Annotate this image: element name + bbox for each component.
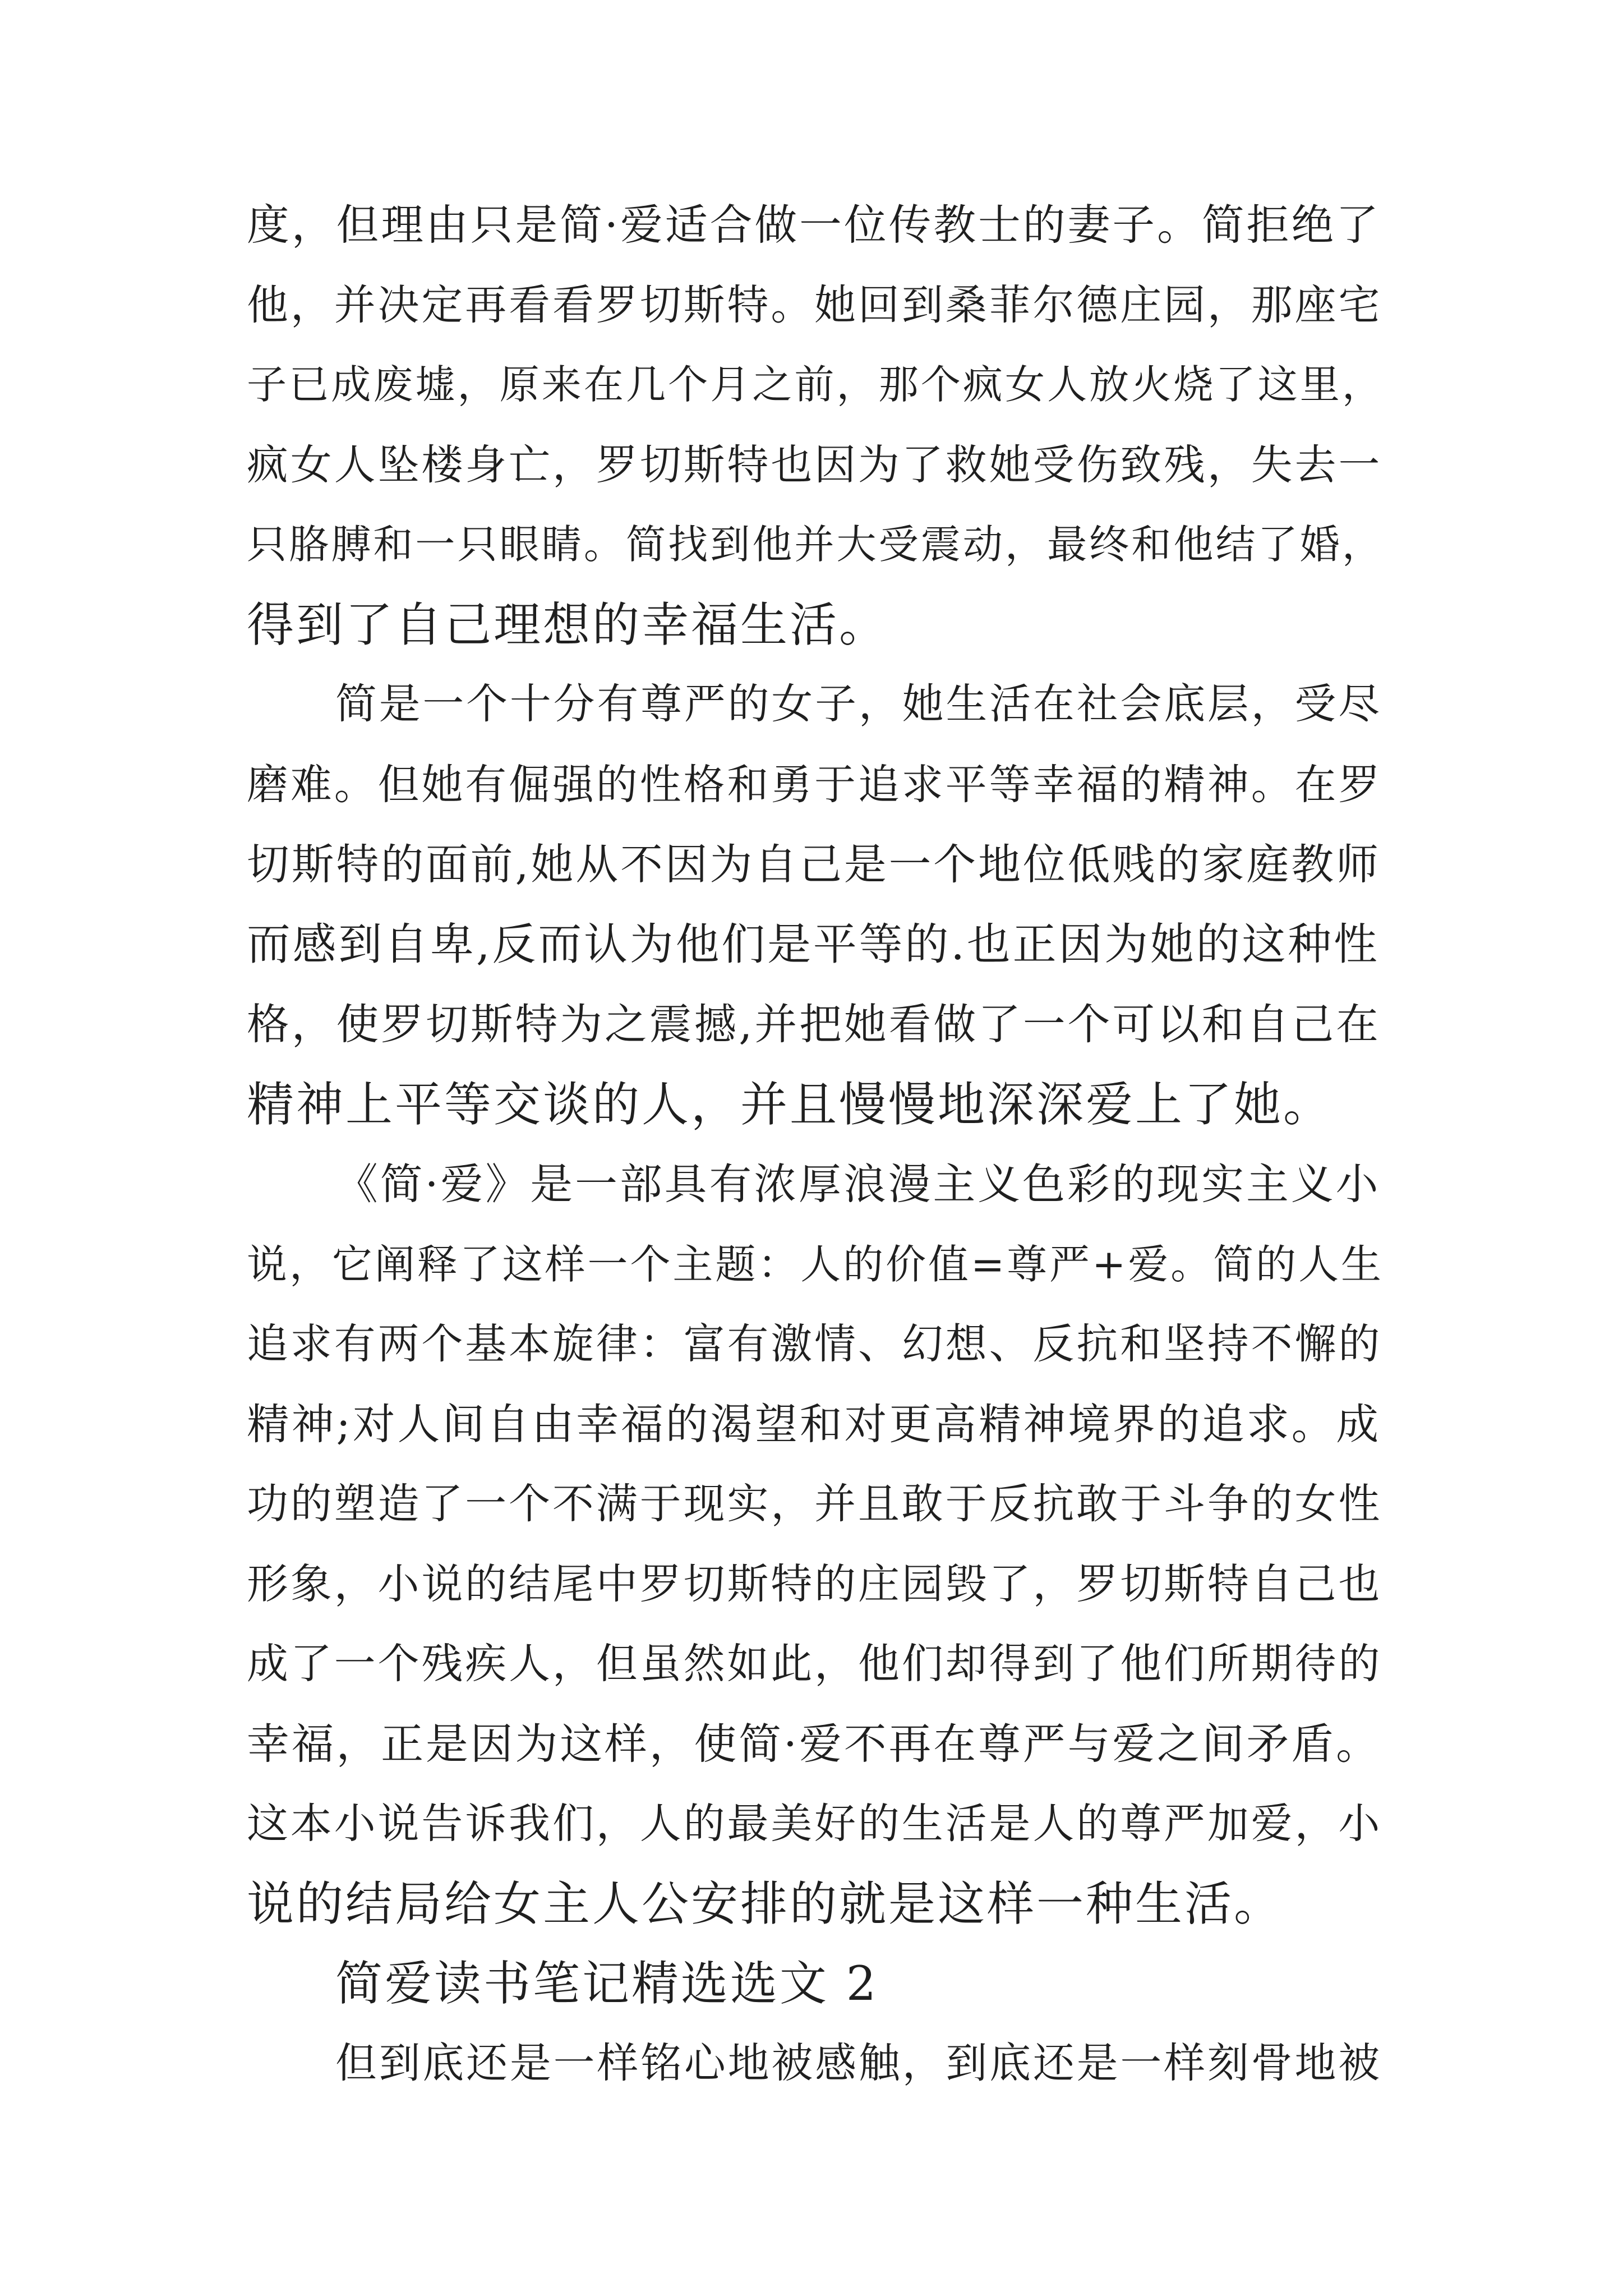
text-line: 子已成废墟，原来在几个月之前，那个疯女人放火烧了这里， [247,361,1384,408]
paragraph-first-line: 《简·爱》是一部具有浓厚浪漫主义色彩的现实主义小 [335,1159,1381,1209]
text-line: 只胳膊和一只眼睛。简找到他并大受震动，最终和他结了婚， [247,521,1384,568]
text-line: 功的塑造了一个不满于现实，并且敢于反抗敢于斗争的女性 [247,1480,1382,1528]
text-line: 切斯特的面前,她从不因为自己是一个地位低贱的家庭教师 [247,840,1381,889]
text-line: 说，它阐释了这样一个主题：人的价值=尊严+爱。简的人生 [247,1240,1384,1288]
section-heading: 简爱读书笔记精选选文 2 [335,1956,879,2011]
text-line: 他，并决定再看看罗切斯特。她回到桑菲尔德庄园，那座宅 [247,280,1382,329]
text-line: 格，使罗切斯特为之震撼,并把她看做了一个可以和自己在 [247,1000,1381,1049]
document-body [247,185,1384,2104]
text-line: 度，但理由只是简·爱适合做一位传教士的妻子。简拒绝了 [247,200,1381,250]
text-line: 疯女人坠楼身亡，罗切斯特也因为了救她受伤致残，失去一 [247,440,1382,489]
text-line: 得到了自己理想的幸福生活。 [247,597,889,652]
text-line: 说的结局给女主人公安排的就是这样一种生活。 [247,1876,1284,1931]
text-line: 精神;对人间自由幸福的渴望和对更高精神境界的追求。成 [247,1399,1381,1449]
text-line: 形象，小说的结尾中罗切斯特的庄园毁了，罗切斯特自己也 [247,1559,1382,1608]
text-line: 磨难。但她有倔强的性格和勇于追求平等幸福的精神。在罗 [247,760,1382,809]
text-line: 幸福，正是因为这样，使简·爱不再在尊严与爱之间矛盾。 [247,1719,1381,1769]
paragraph-first-line: 简是一个十分有尊严的女子，她生活在社会底层，受尽 [335,680,1382,728]
text-line: 追求有两个基本旋律：富有激情、幻想、反抗和坚持不懈的 [247,1320,1382,1368]
text-line: 精神上平等交谈的人，并且慢慢地深深爱上了她。 [247,1076,1333,1132]
text-line: 这本小说告诉我们，人的最美好的生活是人的尊严加爱，小 [247,1800,1382,1848]
text-line: 而感到自卑,反而认为他们是平等的.也正因为她的这种性 [247,919,1380,970]
paragraph-first-line: 但到底还是一样铭心地被感触，到底还是一样刻骨地被 [335,2039,1382,2087]
text-line: 成了一个残疾人，但虽然如此，他们却得到了他们所期待的 [247,1640,1382,1688]
